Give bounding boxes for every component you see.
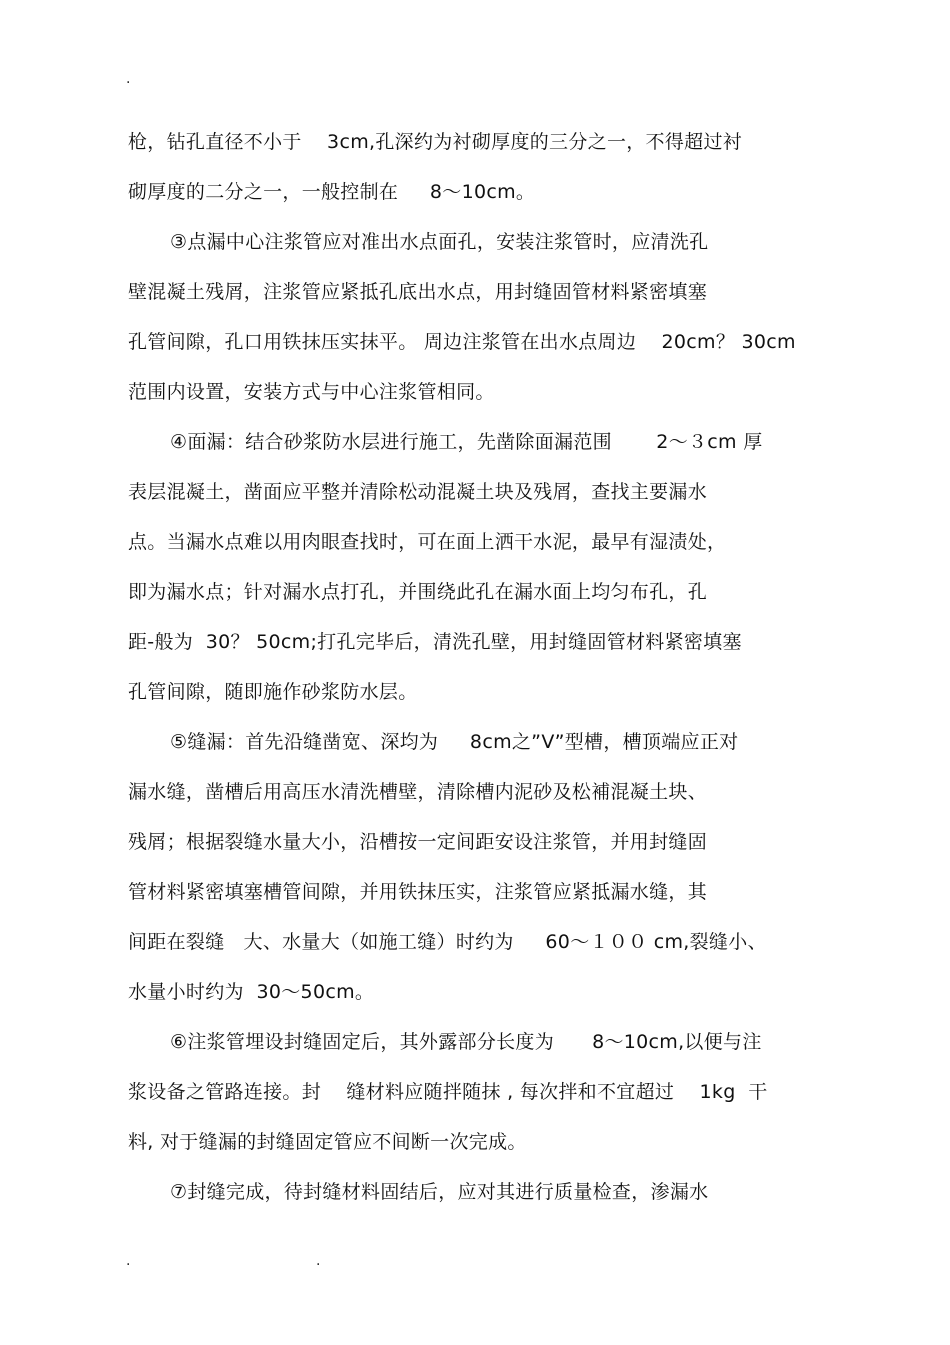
header-mark: · [126, 75, 131, 91]
footer-mark: · [126, 1257, 131, 1273]
text-line: 壁混凝土残屑，注浆管应紧抵孔底出水点，用封缝固管材料紧密填塞 [128, 281, 708, 303]
text-line: 间距在裂缝 大、水量大（如施工缝）时约为 60～１００ cm,裂缝小、 [128, 931, 767, 953]
text-line: 范围内设置，安装方式与中心注浆管相同。 [128, 381, 495, 403]
text-line: 砌厚度的二分之一，一般控制在 8～10cm。 [128, 181, 536, 203]
text-line: 表层混凝土，凿面应平整并清除松动混凝土块及残屑，查找主要漏水 [128, 481, 708, 503]
text-line: 漏水缝，凿槽后用高压水清洗槽壁，清除槽内泥砂及松補混凝土块、 [128, 781, 708, 803]
text-line: 料, 对于缝漏的封缝固定管应不间断一次完成。 [128, 1131, 527, 1153]
text-line: 管材料紧密填塞槽管间隙，并用铁抹压实，注浆管应紧抵漏水缝，其 [128, 881, 708, 903]
text-line: 距-般为 30？ 50cm;打孔完毕后，清洗孔壁，用封缝固管材料紧密填塞 [128, 631, 742, 653]
paragraph-start-line: ⑦封缝完成，待封缝材料固结后，应对其进行质量检查，渗漏水 [170, 1181, 709, 1203]
text-line: 孔管间隙，随即施作砂浆防水层。 [128, 681, 418, 703]
text-line: 枪，钻孔直径不小于 3cm,孔深约为衬砌厚度的三分之一，不得超过衬 [128, 131, 743, 153]
text-line: 孔管间隙，孔口用铁抹压实抹平。 周边注浆管在出水点周边 20cm？ 30cm [128, 331, 796, 353]
paragraph-start-line: ④面漏：结合砂浆防水层进行施工，先凿除面漏范围 2～３cm 厚 [170, 431, 763, 453]
text-line: 浆设备之管路连接。封 缝材料应随拌随抹 , 每次拌和不宜超过 1kg 干 [128, 1081, 768, 1103]
text-line: 残屑；根据裂缝水量大小，沿槽按一定间距安设注浆管，并用封缝固 [128, 831, 708, 853]
footer-mark: · [316, 1257, 321, 1273]
text-line: 即为漏水点；针对漏水点打孔，并围绕此孔在漏水面上均匀布孔，孔 [128, 581, 708, 603]
paragraph-start-line: ③点漏中心注浆管应对准出水点面孔，安装注浆管时，应清洗孔 [170, 231, 709, 253]
paragraph-start-line: ⑤缝漏：首先沿缝凿宽、深均为 8cm之”V”型槽，槽顶端应正对 [170, 731, 739, 753]
text-line: 点。当漏水点难以用肉眼查找时，可在面上洒干水泥，最早有湿渍处， [128, 531, 727, 553]
paragraph-start-line: ⑥注浆管埋设封缝固定后，其外露部分长度为 8～10cm,以便与注 [170, 1031, 762, 1053]
text-line: 水量小时约为 30～50cm。 [128, 981, 375, 1003]
